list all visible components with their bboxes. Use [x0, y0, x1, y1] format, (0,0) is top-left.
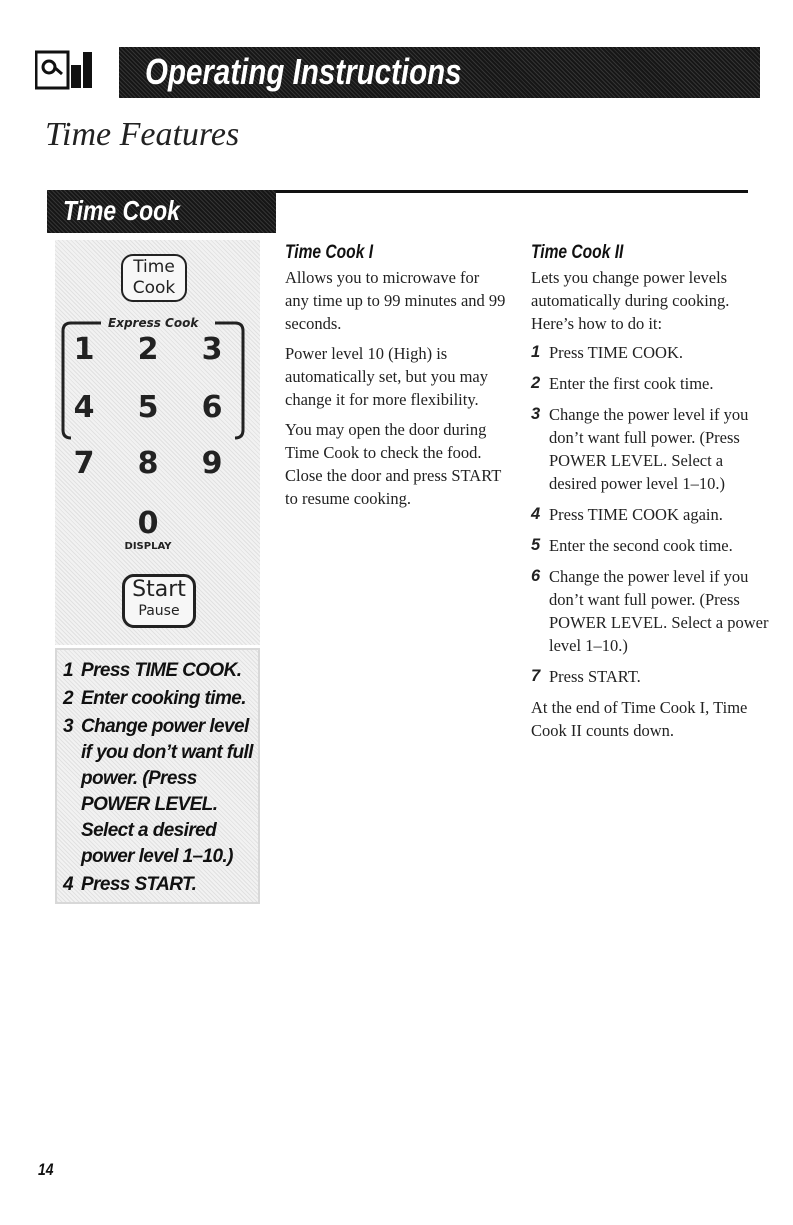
time-cook-key-line1: Time — [133, 257, 175, 277]
key-5[interactable]: 5 — [137, 390, 159, 425]
summary-steps — [63, 658, 263, 900]
key-4[interactable]: 4 — [73, 390, 95, 425]
col2-step — [531, 665, 771, 688]
step-number: 1 — [531, 343, 541, 361]
section-tab-label: Time Cook — [63, 195, 180, 226]
key-9[interactable]: 9 — [201, 446, 223, 481]
step-text: Press START. — [549, 667, 641, 686]
summary-step-number: 3 — [63, 716, 73, 737]
summary-step — [63, 714, 263, 870]
step-number: 2 — [531, 374, 541, 392]
section-title: Time Features — [45, 116, 240, 153]
summary-step — [63, 658, 263, 684]
key-8[interactable]: 8 — [137, 446, 159, 481]
step-number: 7 — [531, 667, 541, 685]
summary-step-text: Press START. — [81, 874, 197, 895]
col1-heading: Time Cook I — [285, 242, 374, 263]
col1-paragraph: Power level 10 (High) is automatically set, but you may change it for more flexibility. — [285, 344, 488, 409]
col2-step — [531, 534, 771, 557]
summary-box — [55, 648, 260, 904]
col2-step — [531, 403, 771, 495]
col1-paragraph: You may open the door during Time Cook to check the food. Close the door and press START to resume cooking. — [285, 420, 501, 508]
header-bar — [119, 47, 760, 98]
col2-intro: Lets you change power levels automatically during cooking. Here’s how to do it: — [531, 268, 730, 333]
step-text: Press TIME COOK again. — [549, 505, 723, 524]
step-text: Enter the second cook time. — [549, 536, 733, 555]
col2-footer: At the end of Time Cook I, Time Cook II counts down. — [531, 698, 748, 740]
col1-paragraph: Allows you to microwave for any time up to 99 minutes and 99 seconds. — [285, 268, 506, 333]
start-key-line2: Pause — [138, 603, 180, 619]
microwave-icon — [35, 47, 93, 99]
key-6[interactable]: 6 — [201, 390, 223, 425]
key-3[interactable]: 3 — [201, 332, 223, 367]
step-text: Enter the first cook time. — [549, 374, 714, 393]
section-tab — [47, 190, 276, 233]
step-number: 5 — [531, 536, 541, 554]
col1 — [285, 242, 507, 517]
section-rule — [276, 190, 748, 193]
header-title: Operating Instructions — [145, 51, 462, 92]
start-key-line1: Start — [132, 577, 186, 602]
step-text: Change the power level if you don’t want full power. (Press POWER LEVEL. Select a power level 1–10.) — [549, 567, 769, 655]
step-number: 3 — [531, 405, 541, 423]
step-text: Change the power level if you don’t want full power. (Press POWER LEVEL. Select a desired power level 1–10.) — [549, 405, 749, 493]
express-cook-label: Express Cook — [108, 316, 199, 330]
start-pause-key[interactable] — [122, 574, 196, 628]
col2-heading: Time Cook II — [531, 242, 624, 263]
col2-step — [531, 503, 771, 526]
summary-step-text: Enter cooking time. — [81, 688, 246, 709]
step-number: 6 — [531, 567, 541, 585]
summary-step-text: Change power level if you don’t want full power. (Press POWER LEVEL. Select a desired power level 1–10.) — [81, 716, 253, 867]
summary-step — [63, 872, 263, 898]
col2-step — [531, 341, 771, 364]
step-text: Press TIME COOK. — [549, 343, 683, 362]
display-label: DISPLAY — [124, 541, 172, 552]
keypad-panel — [55, 240, 260, 645]
col1-body — [285, 266, 507, 510]
summary-step-number: 2 — [63, 688, 73, 709]
step-number: 4 — [531, 505, 541, 523]
summary-step-number: 4 — [63, 874, 73, 895]
time-cook-key[interactable] — [121, 254, 187, 302]
col2 — [531, 242, 771, 742]
col2-step — [531, 372, 771, 395]
col2-steps — [531, 341, 771, 688]
page-number: 14 — [38, 1160, 54, 1179]
key-0[interactable]: 0 — [137, 506, 159, 541]
summary-step — [63, 686, 263, 712]
key-7[interactable]: 7 — [73, 446, 95, 481]
summary-step-number: 1 — [63, 660, 73, 681]
key-2[interactable]: 2 — [137, 332, 159, 367]
summary-step-text: Press TIME COOK. — [81, 660, 242, 681]
key-1[interactable]: 1 — [73, 332, 95, 367]
time-cook-key-line2: Cook — [132, 278, 176, 298]
col2-step — [531, 565, 771, 657]
